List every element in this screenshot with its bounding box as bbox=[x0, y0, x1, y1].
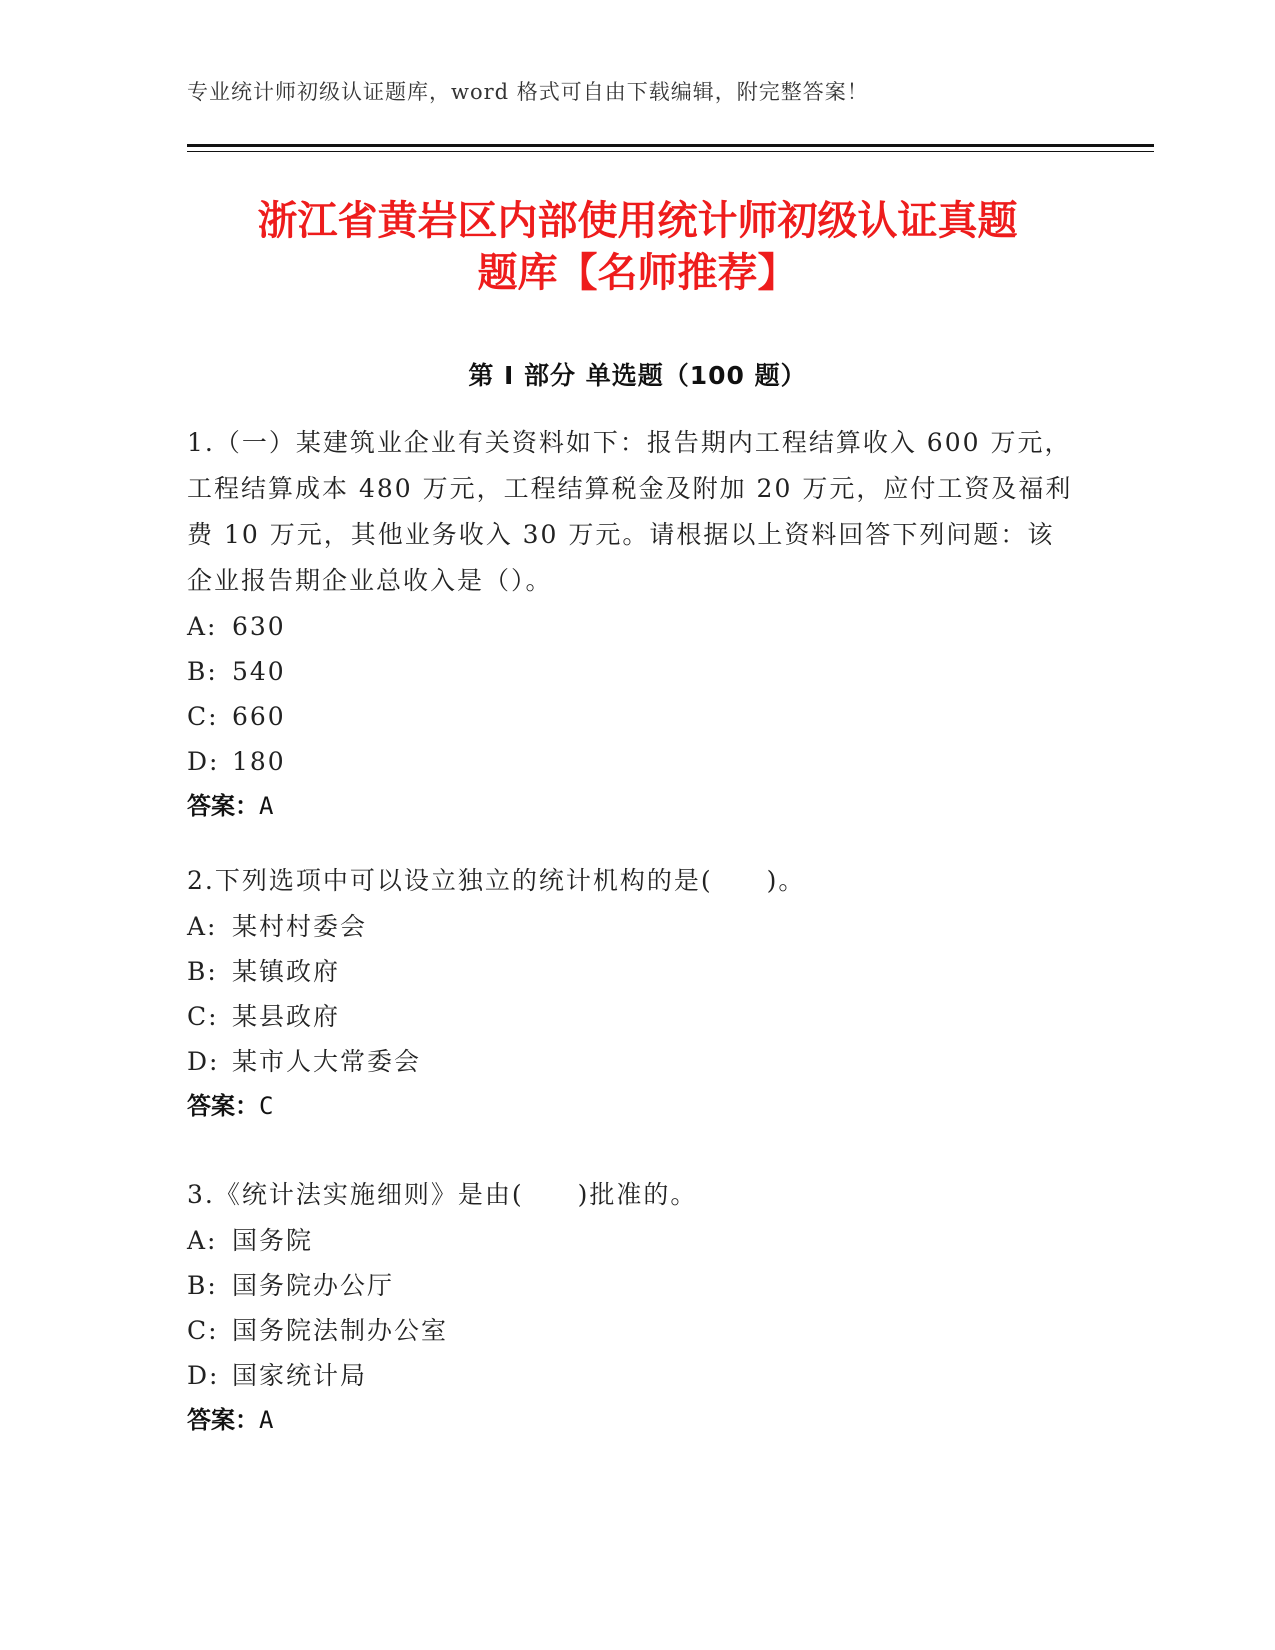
option-text: 国务院办公厅 bbox=[232, 1271, 395, 1300]
option-b bbox=[187, 949, 1077, 994]
option-letter: B: bbox=[187, 1271, 218, 1300]
question-stem: 1.（一）某建筑业企业有关资料如下：报告期内工程结算收入 600 万元，工程结算成本 480 万元，工程结算税金及附加 20 万元，应付工资及福利费 10 万元，其他业务收入 30 万元。请根据以上资料回答下列问题：该企业报告期企业总收入是（）。 bbox=[187, 428, 1073, 595]
section-title: 第 I 部分 单选题（100 题） bbox=[468, 361, 807, 390]
option-a bbox=[187, 604, 1077, 649]
option-c bbox=[187, 694, 1077, 739]
option-b bbox=[187, 1263, 1077, 1308]
option-c bbox=[187, 1308, 1077, 1353]
document-title-line2: 题库【名师推荐】 bbox=[477, 250, 798, 296]
option-text: 某县政府 bbox=[232, 1002, 341, 1031]
answer-value: C bbox=[259, 1092, 274, 1120]
option-text: 国家统计局 bbox=[232, 1361, 368, 1390]
option-text: 某村村委会 bbox=[232, 912, 368, 941]
option-letter: C: bbox=[187, 1002, 219, 1031]
option-text: 国务院 bbox=[232, 1226, 314, 1255]
question-3 bbox=[187, 1172, 1077, 1443]
option-text: 660 bbox=[232, 702, 286, 731]
option-letter: D: bbox=[187, 747, 220, 776]
option-text: 180 bbox=[232, 747, 286, 776]
question-1 bbox=[187, 420, 1077, 829]
option-letter: A: bbox=[187, 612, 218, 641]
option-text: 630 bbox=[232, 612, 286, 641]
question-stem: 2.下列选项中可以设立独立的统计机构的是( )。 bbox=[187, 866, 806, 895]
option-letter: B: bbox=[187, 957, 218, 986]
question-stem: 3.《统计法实施细则》是由( )批准的。 bbox=[187, 1180, 698, 1209]
option-letter: A: bbox=[187, 912, 218, 941]
option-d bbox=[187, 1353, 1077, 1398]
option-b bbox=[187, 649, 1077, 694]
option-letter: B: bbox=[187, 657, 218, 686]
option-a bbox=[187, 1218, 1077, 1263]
answer-line bbox=[187, 1084, 1077, 1129]
option-d bbox=[187, 1039, 1077, 1084]
option-letter: A: bbox=[187, 1226, 218, 1255]
answer-value: A bbox=[259, 1406, 274, 1434]
option-text: 某市人大常委会 bbox=[232, 1047, 422, 1076]
document-title bbox=[150, 195, 1125, 299]
answer-label: 答案： bbox=[187, 792, 259, 820]
answer-label: 答案： bbox=[187, 1406, 259, 1434]
option-letter: C: bbox=[187, 1316, 219, 1345]
question-2 bbox=[187, 858, 1077, 1129]
option-letter: D: bbox=[187, 1047, 220, 1076]
option-letter: C: bbox=[187, 702, 219, 731]
option-text: 国务院法制办公室 bbox=[232, 1316, 449, 1345]
answer-line bbox=[187, 784, 1077, 829]
answer-line bbox=[187, 1398, 1077, 1443]
answer-value: A bbox=[259, 792, 274, 820]
option-c bbox=[187, 994, 1077, 1039]
answer-label: 答案： bbox=[187, 1092, 259, 1120]
header-rule-thick bbox=[187, 144, 1154, 147]
option-d bbox=[187, 739, 1077, 784]
header-rule-thin bbox=[187, 151, 1154, 152]
document-title-line1: 浙江省黄岩区内部使用统计师初级认证真题 bbox=[257, 198, 1018, 244]
header-note: 专业统计师初级认证题库，word 格式可自由下载编辑，附完整答案！ bbox=[187, 80, 869, 104]
option-letter: D: bbox=[187, 1361, 220, 1390]
option-a bbox=[187, 904, 1077, 949]
option-text: 540 bbox=[232, 657, 286, 686]
option-text: 某镇政府 bbox=[232, 957, 341, 986]
